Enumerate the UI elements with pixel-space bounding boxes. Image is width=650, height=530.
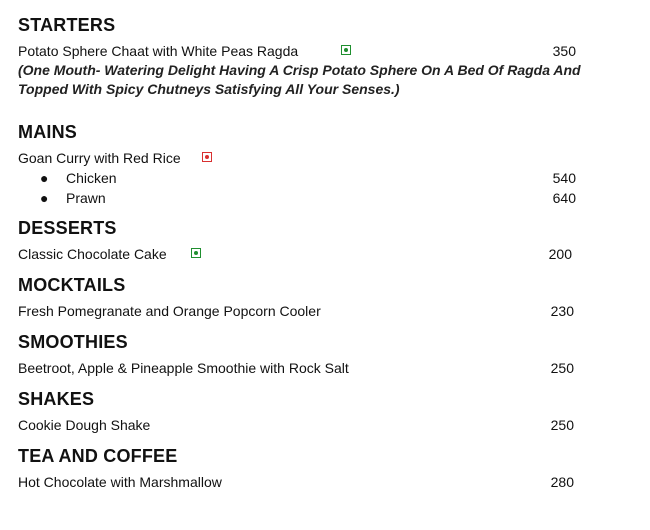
bullet-icon: ● [40, 190, 49, 206]
veg-icon [191, 248, 201, 258]
menu-item-beetroot-smoothie [0, 358, 650, 378]
section-heading-starters: STARTERS [18, 15, 116, 35]
item-name: Potato Sphere Chaat with White Peas Ragda [18, 43, 299, 59]
item-price: 280 [550, 474, 574, 490]
item-price: 250 [550, 360, 574, 376]
section-heading-shakes: SHAKES [18, 389, 95, 409]
section-heading-mains: MAINS [18, 122, 77, 142]
item-name: Goan Curry with Red Rice [18, 150, 181, 166]
non-veg-icon [202, 152, 212, 162]
item-name: Beetroot, Apple & Pineapple Smoothie with Rock Salt [18, 360, 349, 376]
bullet-icon: ● [40, 170, 49, 186]
item-price: 200 [548, 246, 572, 262]
option-price: 540 [552, 170, 576, 186]
item-name: Hot Chocolate with Marshmallow [18, 474, 222, 490]
option-name: Prawn [66, 190, 106, 206]
section-heading-desserts: DESSERTS [18, 218, 117, 238]
option-price: 640 [552, 190, 576, 206]
section-heading-smoothies: SMOOTHIES [18, 332, 128, 352]
item-description: (One Mouth- Watering Delight Having A Crisp Potato Sphere On A Bed Of Ragda And Topped With Spicy Chutneys Satisfying All Your Senses.) [18, 62, 581, 97]
menu-option-chicken [0, 168, 650, 188]
menu-item-chocolate-cake [0, 244, 650, 264]
section-heading-mocktails: MOCKTAILS [18, 275, 126, 295]
menu-item-potato-sphere-chaat [0, 41, 650, 61]
item-price: 230 [550, 303, 574, 319]
menu-item-pomegranate-cooler [0, 301, 650, 321]
option-name: Chicken [66, 170, 117, 186]
item-price: 350 [552, 43, 576, 59]
item-price: 250 [550, 417, 574, 433]
veg-icon [341, 45, 351, 55]
menu-option-prawn [0, 188, 650, 208]
section-heading-tea-and-coffee: TEA AND COFFEE [18, 446, 178, 466]
menu-item-hot-chocolate [0, 472, 650, 492]
menu-item-cookie-dough-shake [0, 415, 650, 435]
menu-item-goan-curry [0, 148, 650, 168]
item-name: Fresh Pomegranate and Orange Popcorn Cooler [18, 303, 321, 319]
item-name: Classic Chocolate Cake [18, 246, 167, 262]
item-name: Cookie Dough Shake [18, 417, 151, 433]
